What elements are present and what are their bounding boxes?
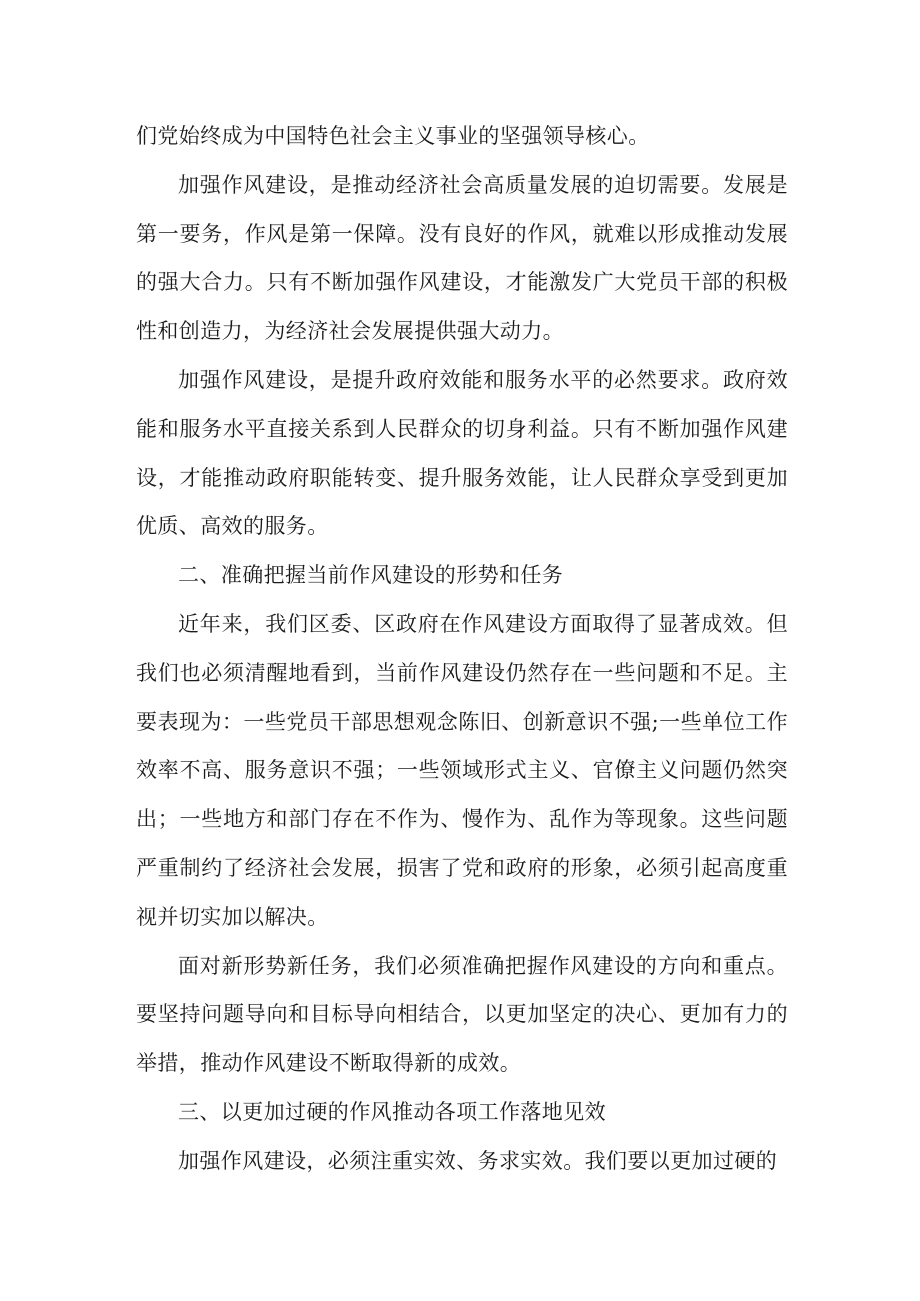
paragraph-development-need: 加强作风建设，是推动经济社会高质量发展的迫切需要。发展是第一要务，作风是第一保障。没有良好的作风，就难以形成推动发展的强大合力。只有不断加强作风建设，才能激发广大党员干部的积极性和创造力，为经济社会发展提供强大动力。 — [136, 172, 788, 344]
paragraph-practical-results: 加强作风建设，必须注重实效、务求实效。我们要以更加过硬的 — [178, 1148, 778, 1173]
paragraph-new-tasks: 面对新形势新任务，我们必须准确把握作风建设的方向和重点。要坚持问题导向和目标导向相结合，以更加坚定的决心、更加有力的举措，推动作风建设不断取得新的成效。 — [136, 953, 788, 1076]
paragraph-current-problems: 近年来，我们区委、区政府在作风建设方面取得了显著成效。但我们也必须清醒地看到，当前作风建设仍然存在一些问题和不足。主要表现为：一些党员干部思想观念陈旧、创新意识不强;一些单位工作效率不高、服务意识不强；一些领域形式主义、官僚主义问题仍然突出；一些地方和部门存在不作为、慢作为、乱作为等现象。这些问题严重制约了经济社会发展，损害了党和政府的形象，必须引起高度重视并切实加以解决。 — [136, 611, 788, 929]
section-heading-three: 三、以更加过硬的作风推动各项工作落地见效 — [178, 1099, 606, 1124]
document-body — [136, 112, 788, 1186]
paragraph-continuation: 们党始终成为中国特色社会主义事业的坚强领导核心。 — [136, 124, 650, 148]
paragraph-government-efficiency: 加强作风建设，是提升政府效能和服务水平的必然要求。政府效能和服务水平直接关系到人民群众的切身利益。只有不断加强作风建设，才能推动政府职能转变、提升服务效能，让人民群众享受到更加优质、高效的服务。 — [136, 367, 788, 539]
section-heading-two: 二、准确把握当前作风建设的形势和任务 — [178, 563, 564, 588]
